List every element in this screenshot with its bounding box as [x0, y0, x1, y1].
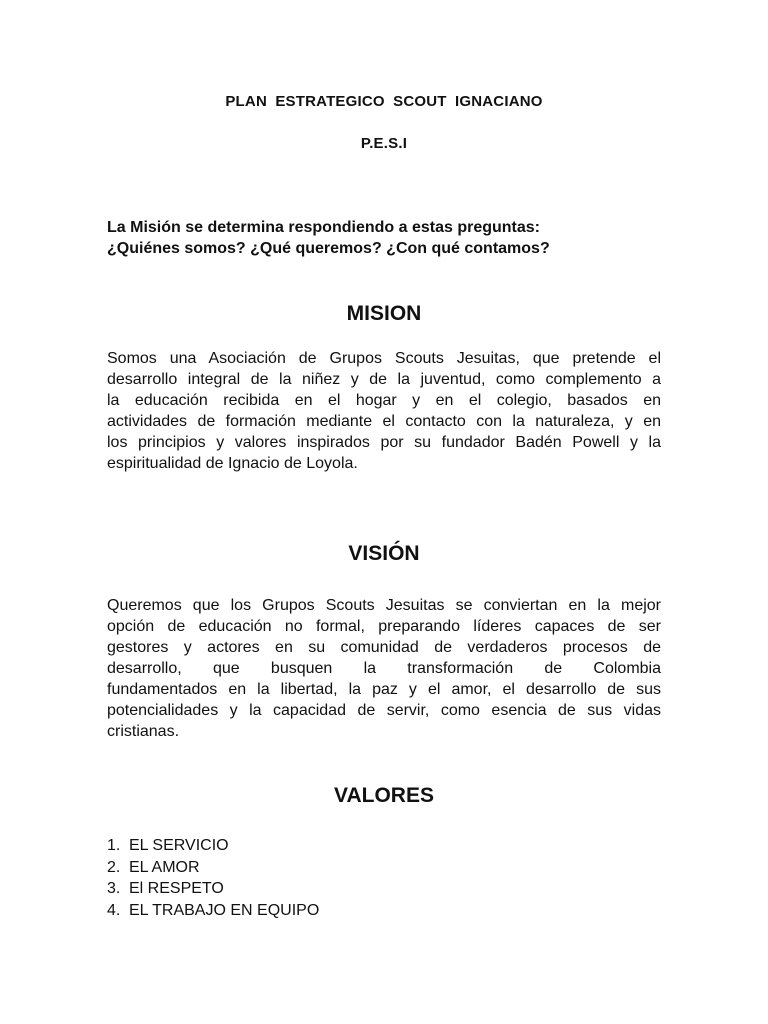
list-item	[107, 878, 319, 900]
vision-heading: VISIÓN	[348, 542, 420, 565]
list-number: 2.	[107, 858, 121, 876]
list-item	[107, 857, 319, 879]
values-list	[107, 835, 319, 921]
intro-line: La Misión se determina respondiendo a estas preguntas:	[107, 219, 540, 236]
paragraph-line: la educación recibida en el hogar y en el colegio, basados en	[107, 392, 661, 409]
list-item-text: EL SERVICIO	[129, 837, 229, 854]
list-item	[107, 900, 319, 922]
paragraph-line: cristianas.	[107, 723, 180, 740]
paragraph-line: actividades de formación mediante el contacto con la naturaleza, y en	[107, 413, 661, 430]
list-item-text: El RESPETO	[129, 880, 224, 897]
document-acronym: P.E.S.I	[360, 135, 408, 152]
paragraph-line: gestores y actores en su comunidad de verdaderos procesos de	[107, 639, 661, 656]
list-item-text: EL TRABAJO EN EQUIPO	[129, 901, 320, 919]
paragraph-line: potencialidades y la capacidad de servir, como esencia de sus vidas	[107, 702, 661, 719]
list-number: 1.	[107, 837, 121, 854]
paragraph-line: desarrollo, que busquen la transformación de Colombia	[107, 660, 661, 677]
list-item-text: EL AMOR	[129, 858, 200, 876]
paragraph-line: espiritualidad de Ignacio de Loyola.	[107, 455, 358, 472]
list-number: 3.	[107, 880, 121, 897]
paragraph-line: fundamentados en la libertad, la paz y el amor, el desarrollo de sus	[107, 681, 661, 698]
intro-questions	[107, 217, 667, 259]
list-item	[107, 835, 319, 857]
valores-heading: VALORES	[334, 784, 434, 807]
intro-line: ¿Quiénes somos? ¿Qué queremos? ¿Con qué contamos?	[107, 240, 550, 257]
vision-paragraph	[107, 595, 661, 742]
paragraph-line: opción de educación no formal, preparando líderes capaces de ser	[107, 618, 661, 635]
list-number: 4.	[107, 901, 121, 919]
paragraph-line: desarrollo integral de la niñez y de la juventud, como complemento a	[107, 371, 661, 388]
paragraph-line: Queremos que los Grupos Scouts Jesuitas se conviertan en la mejor	[107, 597, 661, 614]
mision-heading: MISION	[346, 302, 422, 325]
mision-paragraph	[107, 348, 661, 474]
paragraph-line: Somos una Asociación de Grupos Scouts Jesuitas, que pretende el	[107, 350, 661, 367]
paragraph-line: los principios y valores inspirados por su fundador Badén Powell y la	[107, 434, 661, 451]
document-title: PLAN ESTRATEGICO SCOUT IGNACIANO	[225, 93, 543, 110]
